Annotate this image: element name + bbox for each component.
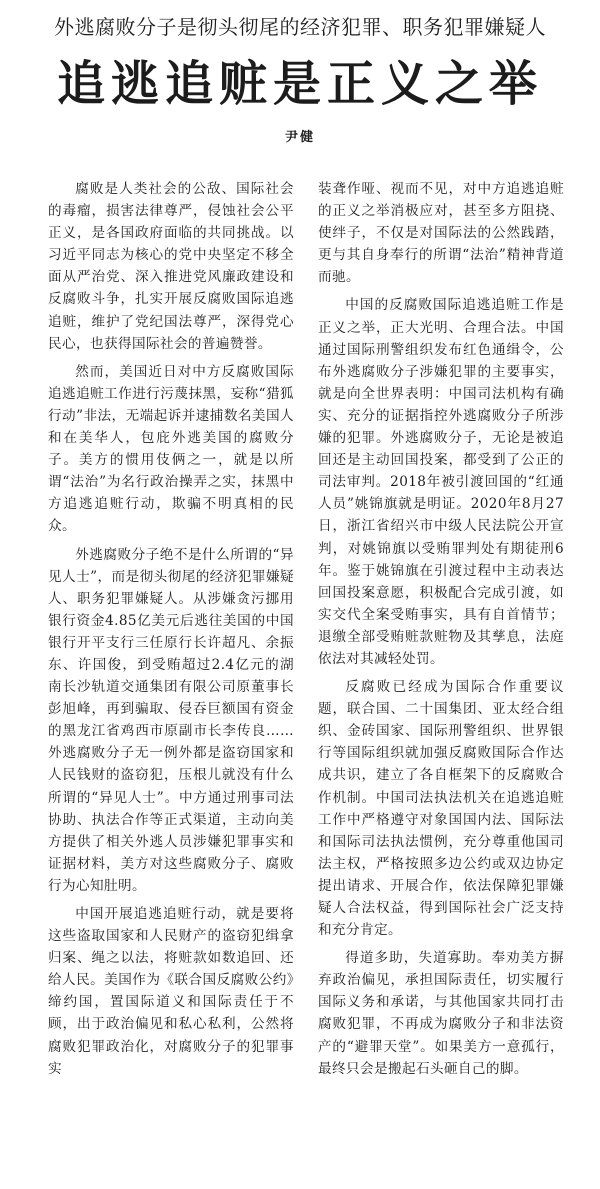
article-author: 尹健	[284, 130, 315, 145]
article-body	[48, 178, 564, 1080]
paragraph: 反腐败已经成为国际合作重要议题，联合国、二十国集团、亚太经合组织、金砖国家、国际刑警组织、世界银行等国际组织就加强反腐败国际合作达成共识，建立了各自框架下的反腐败合作机制。中国司法执法机关在追逃追赃工作中严格遵守对象国国内法、国际法和国际司法执法惯例，充分尊重他国司法主权，严格按照多边公约或双边协定提出请求、开展合作，依法保障犯罪嫌疑人合法权益，得到国际社会广泛支持和充分肯定。	[318, 679, 564, 939]
paragraph-continued: 装聋作哑、视而不见，对中方追逃追赃的正义之举消极应对，甚至多方阻挠、使绊子，不仅是对国际法的公然践踏，更与其自身奉行的所谓“法治”精神背道而驰。	[318, 181, 564, 286]
article-title: 追逃追赃是正义之举	[56, 56, 543, 112]
paragraph: 中国开展追逃追赃行动，就是要将这些盗取国家和人民财产的盗窃犯缉拿归案、绳之以法，将赃款如数追回、还给人民。美国作为《联合国反腐败公约》缔约国，置国际道义和国际责任于不顾，出于政治偏见和私心私利，公然将腐败犯罪政治化，对腐败分子的犯罪事实	[48, 906, 294, 1077]
article-subtitle: 外逃腐败分子是彻头彻尾的经济犯罪、职务犯罪嫌疑人	[54, 15, 546, 39]
right-column	[318, 178, 564, 1080]
paragraph: 腐败是人类社会的公敌、国际社会的毒瘤，损害法律尊严，侵蚀社会公平正义，是各国政府面临的共同挑战。以习近平同志为核心的党中央坚定不移全面从严治党、深入推进党风廉政建设和反腐败斗争，扎实开展反腐败国际追逃追赃，维护了党纪国法尊严，深得党心民心，也获得国际社会的普遍赞誉。	[48, 181, 294, 352]
paragraph: 外逃腐败分子绝不是什么所谓的“异见人士”，而是彻头彻尾的经济犯罪嫌疑人、职务犯罪嫌疑人。从涉嫌贪污挪用银行资金4.85亿美元后逃往美国的中国银行开平支行三任原行长许超凡、余振东、许国俊，到受贿超过2.4亿元的湖南长沙轨道交通集团有限公司原董事长彭旭峰，再到骗取、侵吞巨额国有资金的黑龙江省鸡西市原副市长李传良……外逃腐败分子无一例外都是盗窃国家和人民钱财的盗窃犯，压根儿就没有什么所谓的“异见人士”。中方通过刑事司法协助、执法合作等正式渠道，主动向美方提供了相关外逃人员涉嫌犯罪事实和证据材料，美方对这些腐败分子、腐败行为心知肚明。	[48, 546, 294, 894]
paragraph: 然而，美国近日对中方反腐败国际追逃追赃工作进行污蔑抹黑，妄称“猎狐行动”非法，无端起诉并逮捕数名美国人和在美华人，包庇外逃美国的腐败分子。美方的惯用伎俩之一，就是以所谓“法治”为名行政治操弄之实，抹黑中方追逃追赃行动，欺骗不明真相的民众。	[48, 363, 294, 535]
paragraph: 中国的反腐败国际追逃追赃工作是正义之举，正大光明、合理合法。中国通过国际刑警组织发布红色通缉令，公布外逃腐败分子涉嫌犯罪的主要事实，就是向全世界表明：中国司法机构有确实、充分的证据指控外逃腐败分子所涉嫌的犯罪。外逃腐败分子，无论是被追回还是主动回国投案，都受到了公正的司法审判。2018年被引渡回国的“红通人员”姚锦旗就是明证。2020年8月27日，浙江省绍兴市中级人民法院公开宣判，对姚锦旗以受贿罪判处有期徒刑6年。鉴于姚锦旗在引渡过程中主动表达回国投案意愿，积极配合完成引渡，如实交代全案受贿事实，具有自首情节；退缴全部受贿赃款赃物及其孳息，法庭依法对其减轻处罚。	[318, 297, 564, 667]
left-column	[48, 178, 294, 1080]
paragraph: 得道多助，失道寡助。奉劝美方摒弃政治偏见，承担国际责任，切实履行国际义务和承诺，与其他国家共同打击腐败犯罪，不再成为腐败分子和非法资产的“避罪天堂”。如果美方一意孤行，最终只会是搬起石头砸自己的脚。	[318, 950, 564, 1077]
